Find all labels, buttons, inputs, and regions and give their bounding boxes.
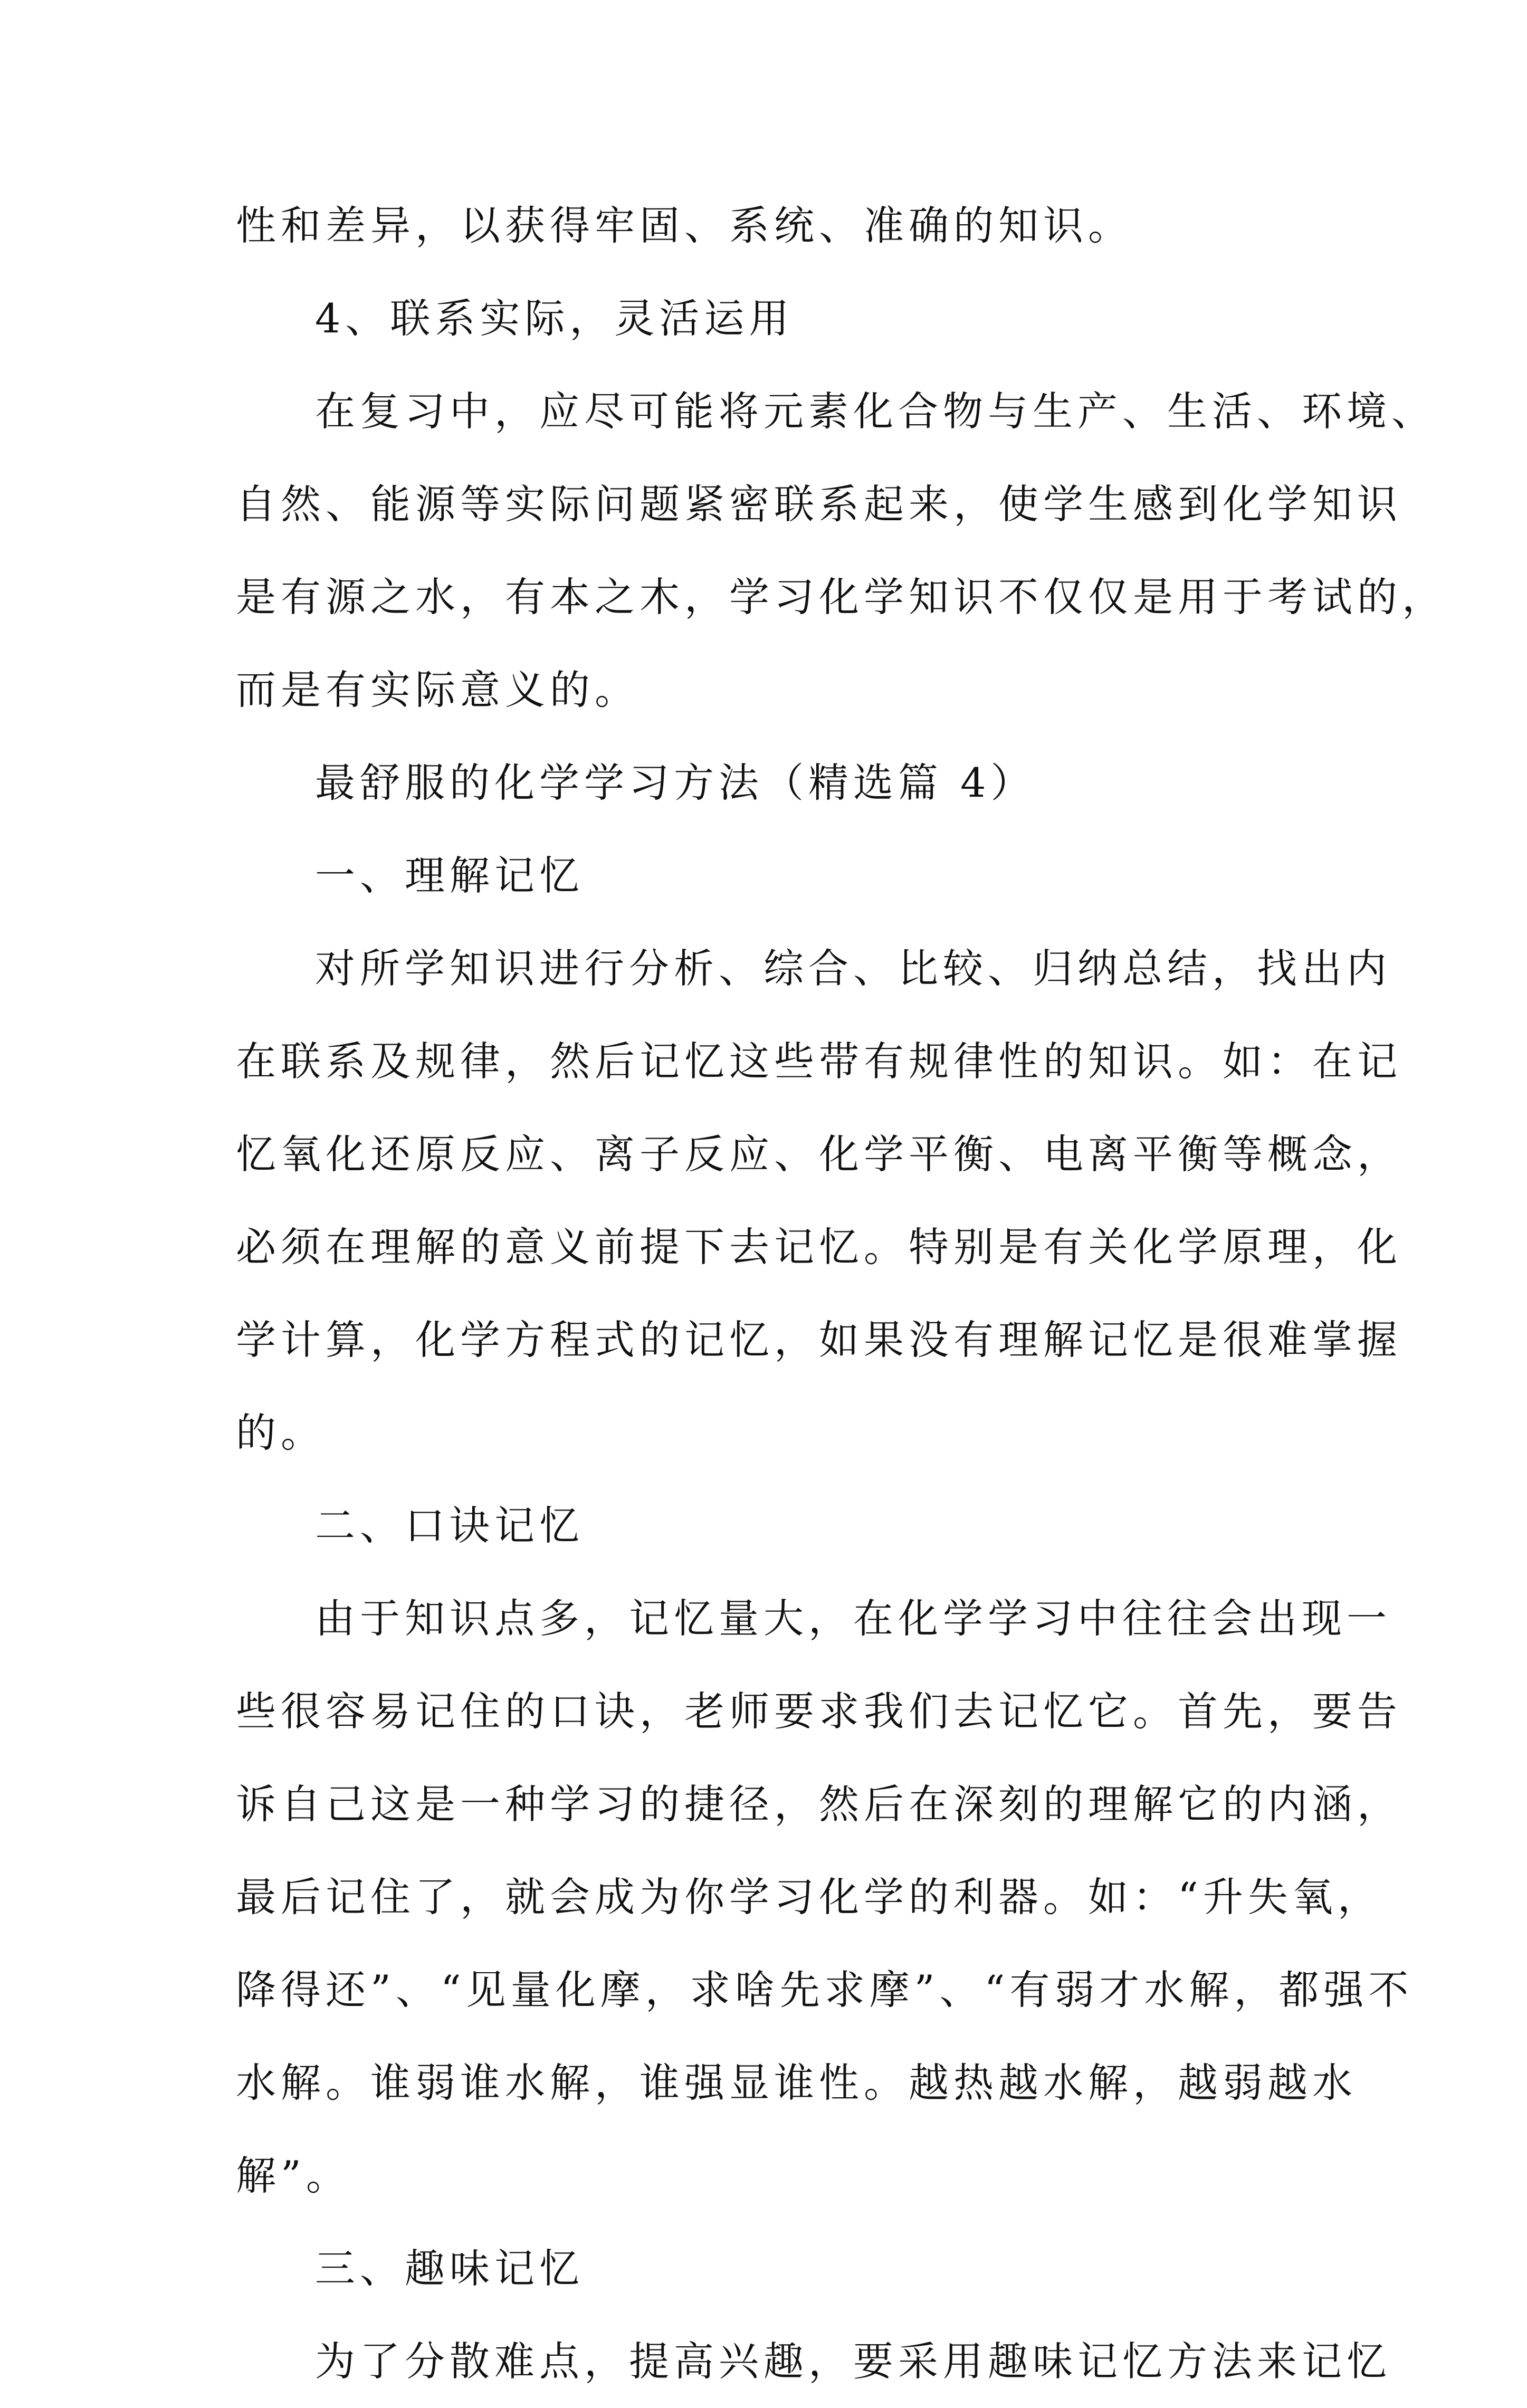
text-line: 二、口诀记忆 — [315, 1502, 584, 1549]
text-line: 忆氧化还原反应、离子反应、化学平衡、电离平衡等概念， — [236, 1131, 1402, 1178]
text-line: 对所学知识进行分析、综合、比较、归纳总结，找出内 — [315, 945, 1391, 992]
text-line: 由于知识点多，记忆量大，在化学学习中往往会出现一 — [315, 1595, 1391, 1642]
text-line: 解”。 — [236, 2152, 351, 2199]
text-line: 诉自己这是一种学习的捷径，然后在深刻的理解它的内涵， — [236, 1781, 1402, 1828]
text-line: 性和差异，以获得牢固、系统、准确的知识。 — [236, 202, 1133, 249]
text-line: 为了分散难点，提高兴趣，要采用趣味记忆方法来记忆 — [315, 2338, 1391, 2385]
text-line: 自然、能源等实际问题紧密联系起来，使学生感到化学知识 — [236, 481, 1402, 528]
text-line: 必须在理解的意义前提下去记忆。特别是有关化学原理，化 — [236, 1224, 1402, 1270]
text-line: 4、联系实际，灵活运用 — [315, 295, 794, 342]
text-line: 最后记住了，就会成为你学习化学的利器。如：“升失氧， — [236, 1874, 1382, 1920]
text-line: 在复习中，应尽可能将元素化合物与生产、生活、环境、 — [315, 388, 1436, 435]
text-line: 水解。谁弱谁水解，谁强显谁性。越热越水解，越弱越水 — [236, 2059, 1357, 2106]
text-line: 的。 — [236, 1409, 326, 1456]
text-line: 三、趣味记忆 — [315, 2245, 584, 2292]
text-line: 学计算，化学方程式的记忆，如果没有理解记忆是很难掌握 — [236, 1316, 1402, 1363]
text-line: 而是有实际意义的。 — [236, 666, 640, 713]
text-line: 降得还”、“见量化摩，求啥先求摩”、“有弱才水解，都强不 — [236, 1966, 1414, 2013]
text-line: 是有源之水，有本之木，学习化学知识不仅仅是用于考试的， — [236, 574, 1447, 620]
document-body — [236, 179, 1447, 2408]
text-line: 一、理解记忆 — [315, 852, 584, 899]
text-line: 些很容易记住的口诀，老师要求我们去记忆它。首先，要告 — [236, 1688, 1402, 1735]
text-line: 在联系及规律，然后记忆这些带有规律性的知识。如：在记 — [236, 1038, 1402, 1085]
text-line: 最舒服的化学学习方法（精选篇 4） — [315, 759, 1036, 806]
